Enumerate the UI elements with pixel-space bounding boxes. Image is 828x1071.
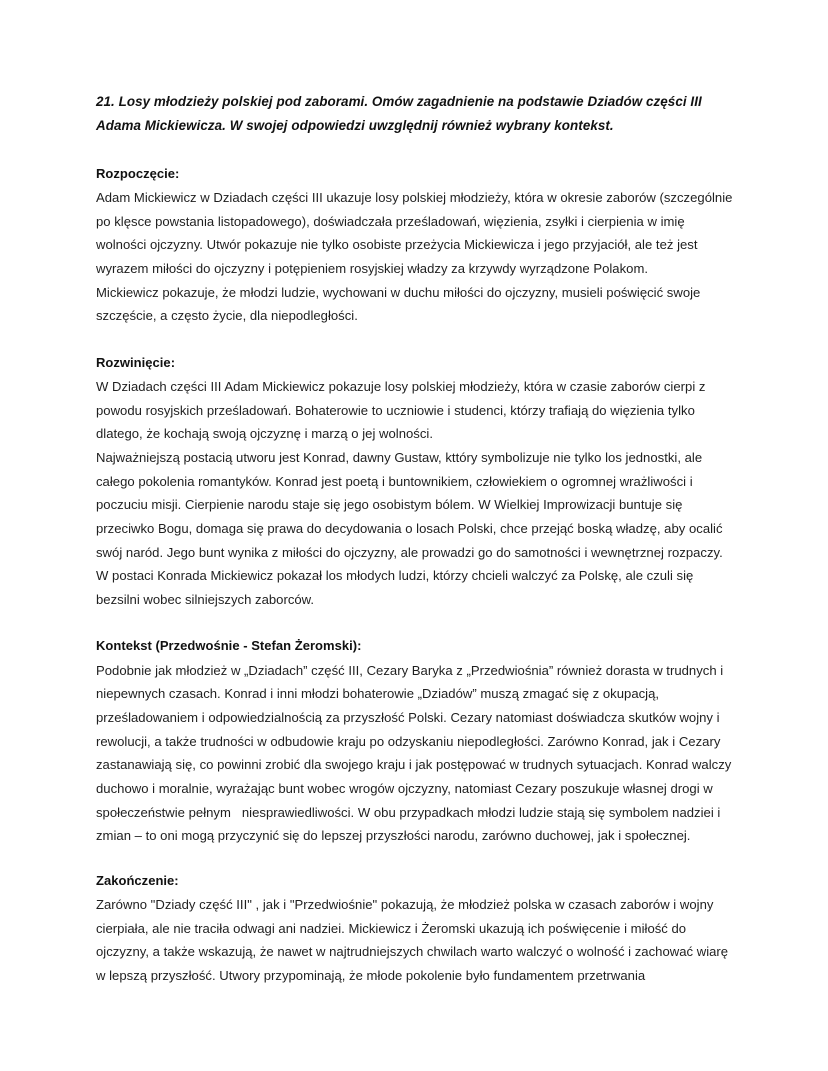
section-paragraph: Podobnie jak młodzież w „Dziadach” część III, Cezary Baryka z „Przedwiośnia” również dorasta w trudnych i niepewnych czasach. Konrad i inni młodzi bohaterowie „Dziadów” muszą zmagać się z okupacją, prześladowaniem i odpowiedzialnością za przyszłość Polski. Cezary natomiast doświadcza skutków wojny i rewolucji, a także trudności w odbudowie kraju po odzyskaniu niepodległości. Zarówno Konrad, jak i Cezary zastanawiają się, co powinni zrobić dla swojego kraju i jak postępować w trudnych sytuacjach. Konrad walczy duchowo i moralnie, wyrażając bunt wobec wrogów ojczyzny, natomiast Cezary poszukuje własnej drogi w społeczeństwie pełnym niesprawiedliwości. W obu przypadkach młodzi ludzie stają się symbolem nadziei i zmian – to oni mogą przyczynić się do lepszej przyszłości narodu, zarówno duchowej, jak i społecznej. — [96, 662, 735, 844]
spacer — [96, 611, 736, 635]
section-paragraph: Zarówno "Dziady część III" , jak i "Przedwiośnie" pokazują, że młodzież polska w czasach zaborów i wojny cierpiała, ale nie traciła odwagi ani nadziei. Mickiewicz i Żeromski ukazują ich poświęcenie i miłość do ojczyzny, a także wskazują, że nawet w najtrudniejszych chwilach warto walczyć o wolność i zachować wiarę w lepszą przyszłość. Utwory przypominają, że młode pokolenie było fundamentem przetrwania — [96, 897, 732, 984]
spacer — [96, 139, 736, 163]
section-rozwiniecie — [96, 352, 736, 612]
document-content — [96, 90, 736, 988]
section-paragraph: W Dziadach części III Adam Mickiewicz pokazuje losy polskiej młodzieży, która w czasie zaborów cierpi z powodu rosyjskich prześladowań. Bohaterowie to uczniowie i studenci, którzy trafiają do więzienia tylko dlatego, że kochają swoją ojczyznę i marzą o jej wolności. — [96, 379, 710, 442]
section-kontekst — [96, 635, 736, 847]
section-rozpoczecie — [96, 163, 736, 328]
section-paragraph: Najważniejszą postacią utworu jest Konrad, dawny Gustaw, kttóry symbolizuje nie tylko los jednostki, ale całego pokolenia romantyków. Konrad jest poetą i buntownikiem, człowiekiem o ogromnej wrażliwości i poczuciu misji. Cierpienie narodu staje się jego osobistym bólem. W Wielkiej Improwizacji buntuje się przeciwko Bogu, domaga się prawa do decydowania o losach Polski, chce przejąć boską władzę, aby ocalić swój naród. Jego bunt wynika z miłości do ojczyzny, ale prowadzi go do samotności i wewnętrznej rozpaczy. W postaci Konrada Mickiewicz pokazał los młodych ludzi, którzy chcieli walczyć za Polskę, ale czuli się bezsilni wobec silniejszych zaborców. — [96, 450, 727, 607]
section-heading-rozpoczecie: Rozpoczęcie: — [96, 165, 180, 181]
page-title: 21. Losy młodzieży polskiej pod zaborami. Omów zagadnienie na podstawie Dziadów części III Adama Mickiewicza. W swojej odpowiedzi uwzględnij również wybrany kontekst. — [96, 94, 702, 133]
spacer — [96, 848, 736, 870]
section-heading-rozwiniecie: Rozwinięcie: — [96, 354, 176, 370]
section-zakonczenie — [96, 870, 736, 988]
spacer — [96, 328, 736, 352]
section-paragraph: Mickiewicz pokazuje, że młodzi ludzie, wychowani w duchu miłości do ojczyzny, musieli poświęcić swoje szczęście, a często życie, dla niepodległości. — [96, 284, 705, 324]
section-paragraph: Adam Mickiewicz w Dziadach części III ukazuje losy polskiej młodzieży, która w okresie zaborów (szczególnie po klęsce powstania listopadowego), doświadczała prześladowań, więzienia, zsyłki i cierpienia w imię wolności ojczyzny. Utwór pokazuje nie tylko osobiste przeżycia Mickiewicza i jego przyjaciół, ale też jest wyrazem miłości do ojczyzny i potępieniem rosyjskiej władzy za krzywdy wyrządzone Polakom. — [96, 190, 737, 276]
section-heading-kontekst: Kontekst (Przedwośnie - Stefan Żeromski): — [96, 638, 362, 654]
section-heading-zakonczenie: Zakończenie: — [96, 872, 179, 888]
